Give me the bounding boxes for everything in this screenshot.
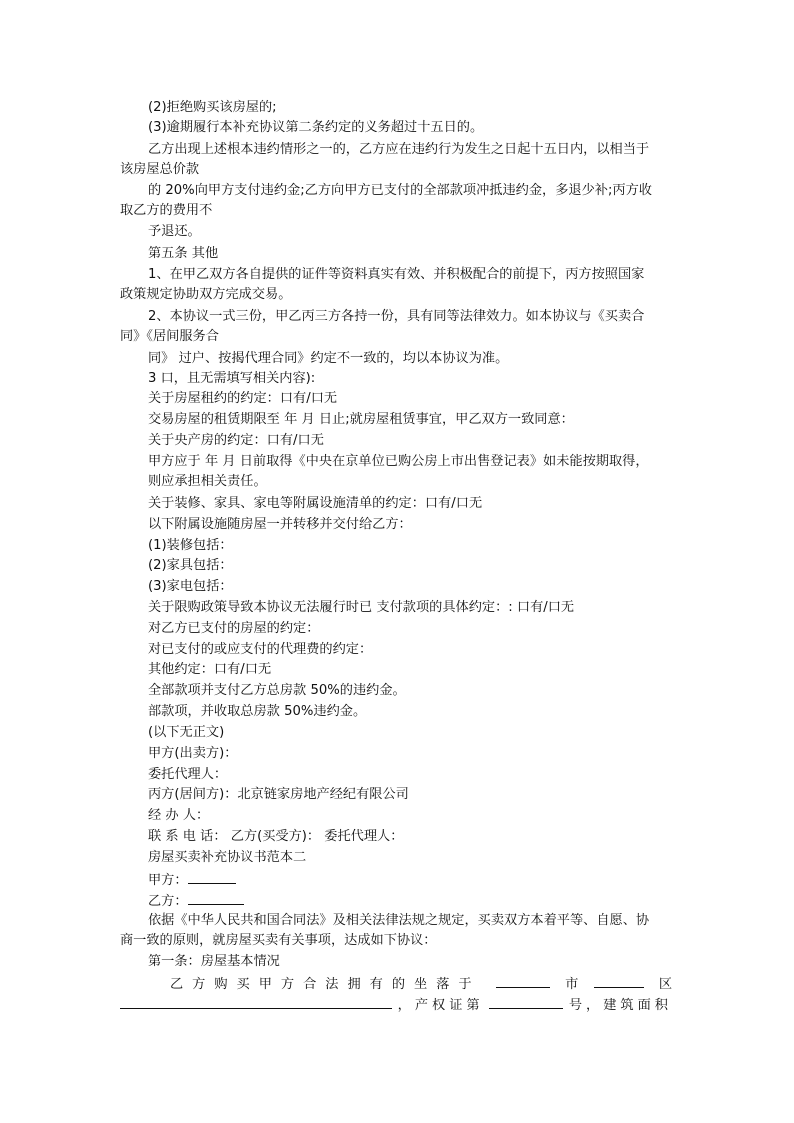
text-line: 关于装修、家具、家电等附属设施清单的约定：口有/口无 [148, 496, 483, 511]
city-blank [496, 973, 550, 988]
party-b-label: 乙方： [148, 894, 188, 909]
text-line: 该房屋总价款 [120, 162, 200, 177]
text-line: 同》《居间服务合 [120, 329, 219, 344]
document-title: 房屋买卖补充协议书范本二 [148, 850, 307, 865]
text-line: 政策规定协助双方完成交易。 [120, 287, 292, 302]
text-line: (2)拒绝购买该房屋的; [148, 100, 277, 115]
text-line: 部款项，并收取总房款 50%违约金。 [148, 704, 367, 719]
text-line: 依据《中华人民共和国合同法》及相关法律法规之规定，买卖双方本着平等、自愿、协 [148, 913, 650, 928]
text-line: 联 系 电 话： 乙方(买受方)： 委托代理人： [148, 829, 404, 844]
cert-label: ，产权证第 [397, 998, 484, 1013]
cert-number-blank [489, 994, 563, 1009]
text-line: 以下附属设施随房屋一并转移并交付给乙方： [148, 517, 412, 532]
text-line: 其他约定：口有/口无 [148, 662, 272, 677]
text-line: 的 20%向甲方支付违约金;乙方向甲方已支付的全部款项冲抵违约金，多退少补;丙方收 [148, 183, 652, 198]
text-line: 关于央产房的约定：口有/口无 [148, 433, 324, 448]
text-line: 1、在甲乙双方各自提供的证件等资料真实有效、并积极配合的前提下，丙方按照国家 [148, 267, 645, 282]
section-heading: 第一条：房屋基本情况 [148, 954, 280, 969]
text-line: (以下无正文) [148, 725, 225, 740]
city-label: 市 [565, 977, 579, 992]
text-line: (1)装修包括： [148, 538, 233, 553]
property-location-line [120, 973, 672, 995]
text-line: 则应承担相关责任。 [148, 474, 267, 489]
address-blank [120, 994, 392, 1009]
party-a-blank [188, 869, 236, 884]
district-blank [594, 973, 644, 988]
text-line: 取乙方的费用不 [120, 203, 213, 218]
text-line: 委托代理人： [148, 767, 228, 782]
text-line: 关于限购政策导致本协议无法履行时已 支付款项的具体约定：: 口有/口无 [148, 600, 575, 615]
text-line: 甲方(出卖方)： [148, 746, 238, 761]
text-line: 交易房屋的租赁期限至 年 月 日止;就房屋租赁事宜，甲乙双方一致同意： [148, 412, 574, 427]
text-line: 同》 过户、按揭代理合同》约定不一致的，均以本协议为准。 [148, 351, 509, 366]
party-a-label: 甲方： [148, 873, 188, 888]
text-line: 关于房屋租约的约定：口有/口无 [148, 391, 338, 406]
text-line: 3 口，且无需填写相关内容): [148, 371, 316, 386]
text-line: 全部款项并支付乙方总房款 50%的违约金。 [148, 683, 406, 698]
text-line: 2、本协议一式三份，甲乙丙三方各持一份，具有同等法律效力。如本协议与《买卖合 [148, 309, 645, 324]
text-line: 对乙方已支付的房屋的约定： [148, 621, 320, 636]
text-line: 商一致的原则，就房屋买卖有关事项，达成如下协议： [120, 933, 437, 948]
text-line: 甲方应于 年 月 日前取得《中央在京单位已购公房上市出售登记表》如未能按期取得， [148, 454, 649, 469]
text-line: 丙方(居间方)：北京链家房地产经纪有限公司 [148, 787, 409, 802]
property-lead-text: 乙方购买甲方合法拥有的坐落于 [170, 977, 481, 992]
text-line: (3)逾期履行本补充协议第二条约定的义务超过十五日的。 [148, 120, 484, 135]
section-heading: 第五条 其他 [148, 246, 219, 261]
text-line: 对已支付的或应支付的代理费的约定： [148, 642, 373, 657]
party-b-blank [188, 890, 244, 905]
district-label: 区 [658, 977, 672, 992]
text-line: 乙方出现上述根本违约情形之一的，乙方应在违约行为发生之日起十五日内，以相当于 [148, 142, 650, 157]
text-line: 经 办 人： [148, 808, 210, 823]
text-line: (3)家电包括： [148, 579, 233, 594]
property-cert-line [120, 994, 672, 1016]
party-b-line [148, 890, 244, 912]
text-line: 予退还。 [148, 224, 201, 239]
area-label: 号，建筑面积 [568, 998, 672, 1013]
text-line: (2)家具包括： [148, 558, 233, 573]
party-a-line [148, 869, 236, 891]
